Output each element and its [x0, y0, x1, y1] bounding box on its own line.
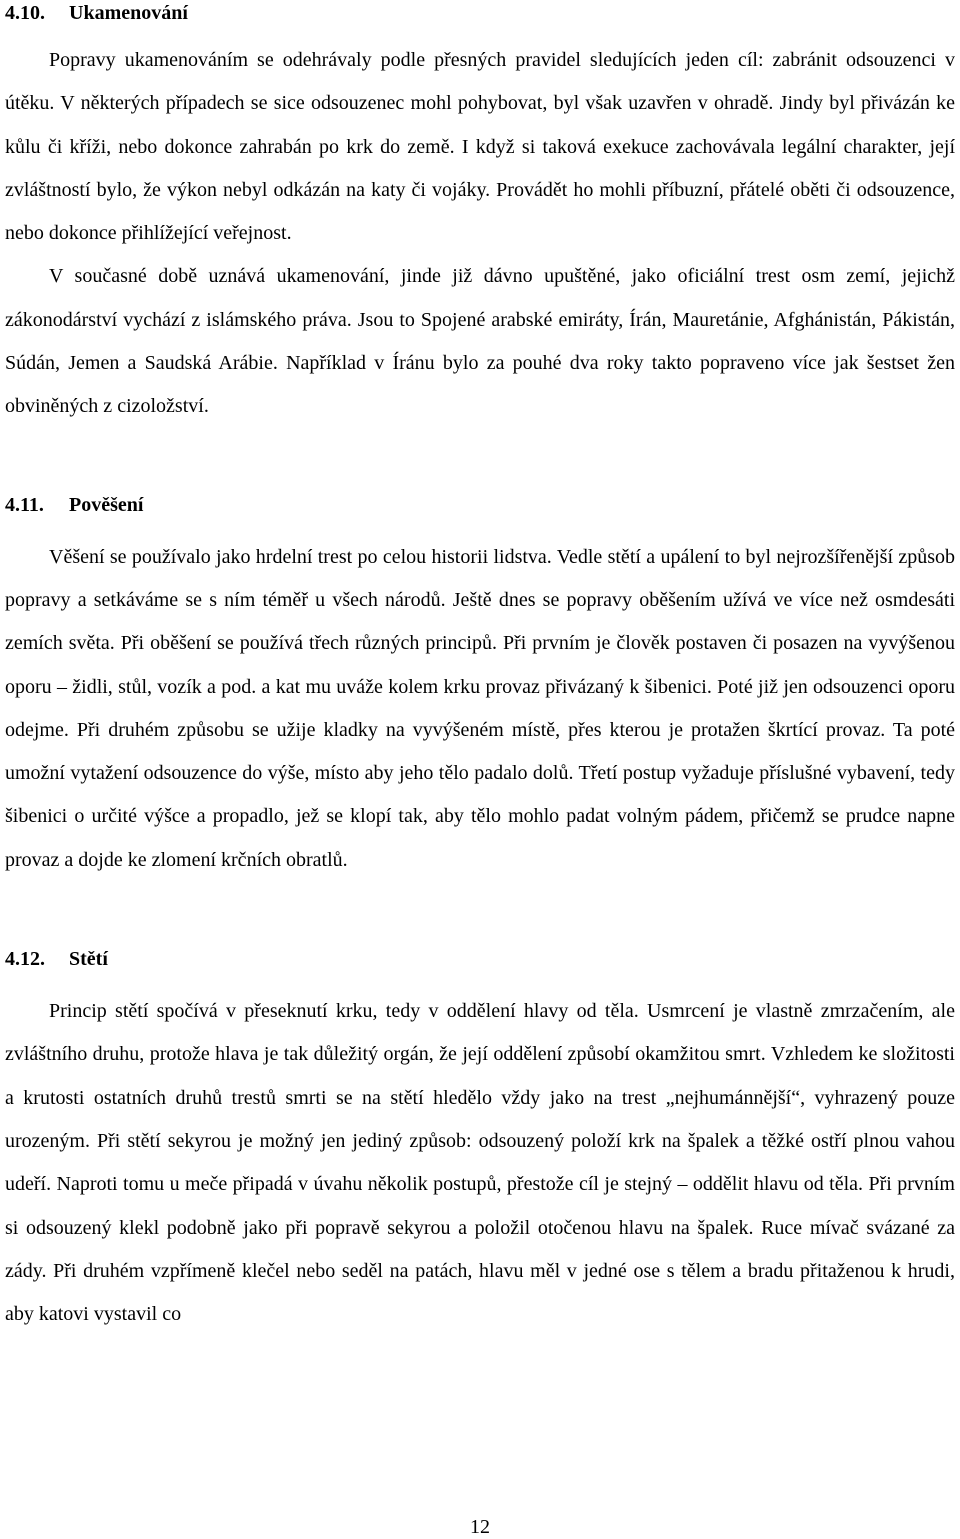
page-number: 12: [470, 1516, 490, 1538]
section-heading-povaseni: [5, 492, 955, 518]
paragraph: Princip stětí spočívá v přeseknutí krku, tedy v oddělení hlavy od těla. Usmrcení je vlastně zmrzačením, ale zvláštního druhu, protože hlava je tak důležitý orgán, že její oddělení způsobí okamžitou smrt. Vzhledem ke složitosti a krutosti ostatních druhů trestů smrti se na stětí hledělo vždy jako na trest „nejhumánnější“, vyhrazený pouze urozeným. Při stětí sekyrou je možný jen jediný způsob: odsouzený položí krk na špalek a těžké ostří plnou vahou udeří. Naproti tomu u meče připadá v úvahu několik postupů, přestože cíl je stejný – oddělit hlavu od těla. Při prvním si odsouzený klekl podobně jako při popravě sekyrou a položil otočenou hlavu na špalek. Ruce mívač svázané za zády. Při druhém vzpřímeně klečel nebo seděl na patách, hlavu měl v jedné ose s tělem a bradu přitaženou k hrudi, aby katovi vystavil co: [5, 1000, 955, 1326]
paragraph: Popravy ukamenováním se odehrávaly podle přesných pravidel sledujících jeden cíl: zabránit odsouzenci v útěku. V některých případech se sice odsouzenec mohl pohybovat, byl však uzavřen v ohradě. Jindy byl přivázán ke kůlu či kříži, nebo dokonce zahrabán po krk do země. I když si taková exekuce zachovávala legální charakter, její zvláštností bylo, že výkon nebyl odkázán na katy či vojáky. Provádět ho mohli příbuzní, přátelé oběti či odsouzence, nebo dokonce přihlížející veřejnost.: [5, 49, 955, 245]
paragraph: V současné době uznává ukamenování, jinde již dávno upuštěné, jako oficiální trest osm zemí, jejichž zákonodárství vychází z islámského práva. Jsou to Spojené arabské emiráty, Írán, Mauretánie, Afghánistán, Pákistán, Súdán, Jemen a Saudská Arábie. Například v Íránu bylo za pouhé dva roky takto popraveno více jak šestset žen obviněných z cizoložství.: [5, 265, 955, 418]
section-number: 4.10.: [5, 2, 45, 24]
document-page: [5, 0, 955, 1336]
section-title: Pověšení: [69, 493, 144, 516]
section-title: Ukamenování: [69, 2, 188, 24]
section-number: 4.12.: [5, 948, 45, 971]
section-title: Stětí: [69, 948, 108, 971]
section-heading-steti: [5, 946, 955, 972]
paragraph: Věšení se používalo jako hrdelní trest po celou historii lidstva. Vedle stětí a upálení to byl nejrozšířenější způsob popravy a setkáváme se s ním téměř u všech národů. Ještě dnes se popravy oběšením užívá ve více než osmdesáti zemích světa. Při oběšení se používá třech různých principů. Při prvním je člověk postaven či posazen na vyvýšenou oporu – židli, stůl, vozík a pod. a kat mu uváže kolem krku provaz přivázaný k šibenici. Poté již jen odsouzenci oporu odejme. Při druhém způsobu se užije kladky na vyvýšeném místě, přes kterou je protažen škrtící provaz. Ta poté umožní vytažení odsouzence do výše, místo aby jeho tělo padalo dolů. Třetí postup vyžaduje příslušné vybavení, tedy šibenici o určité výšce a propadlo, jež se klopí tak, aby tělo mohlo padat volným pádem, přičemž se prudce napne provaz a dojde ke zlomení krčních obratlů.: [5, 545, 955, 871]
section-number: 4.11.: [5, 493, 44, 516]
section-heading-ukamenovani: [5, 0, 955, 26]
